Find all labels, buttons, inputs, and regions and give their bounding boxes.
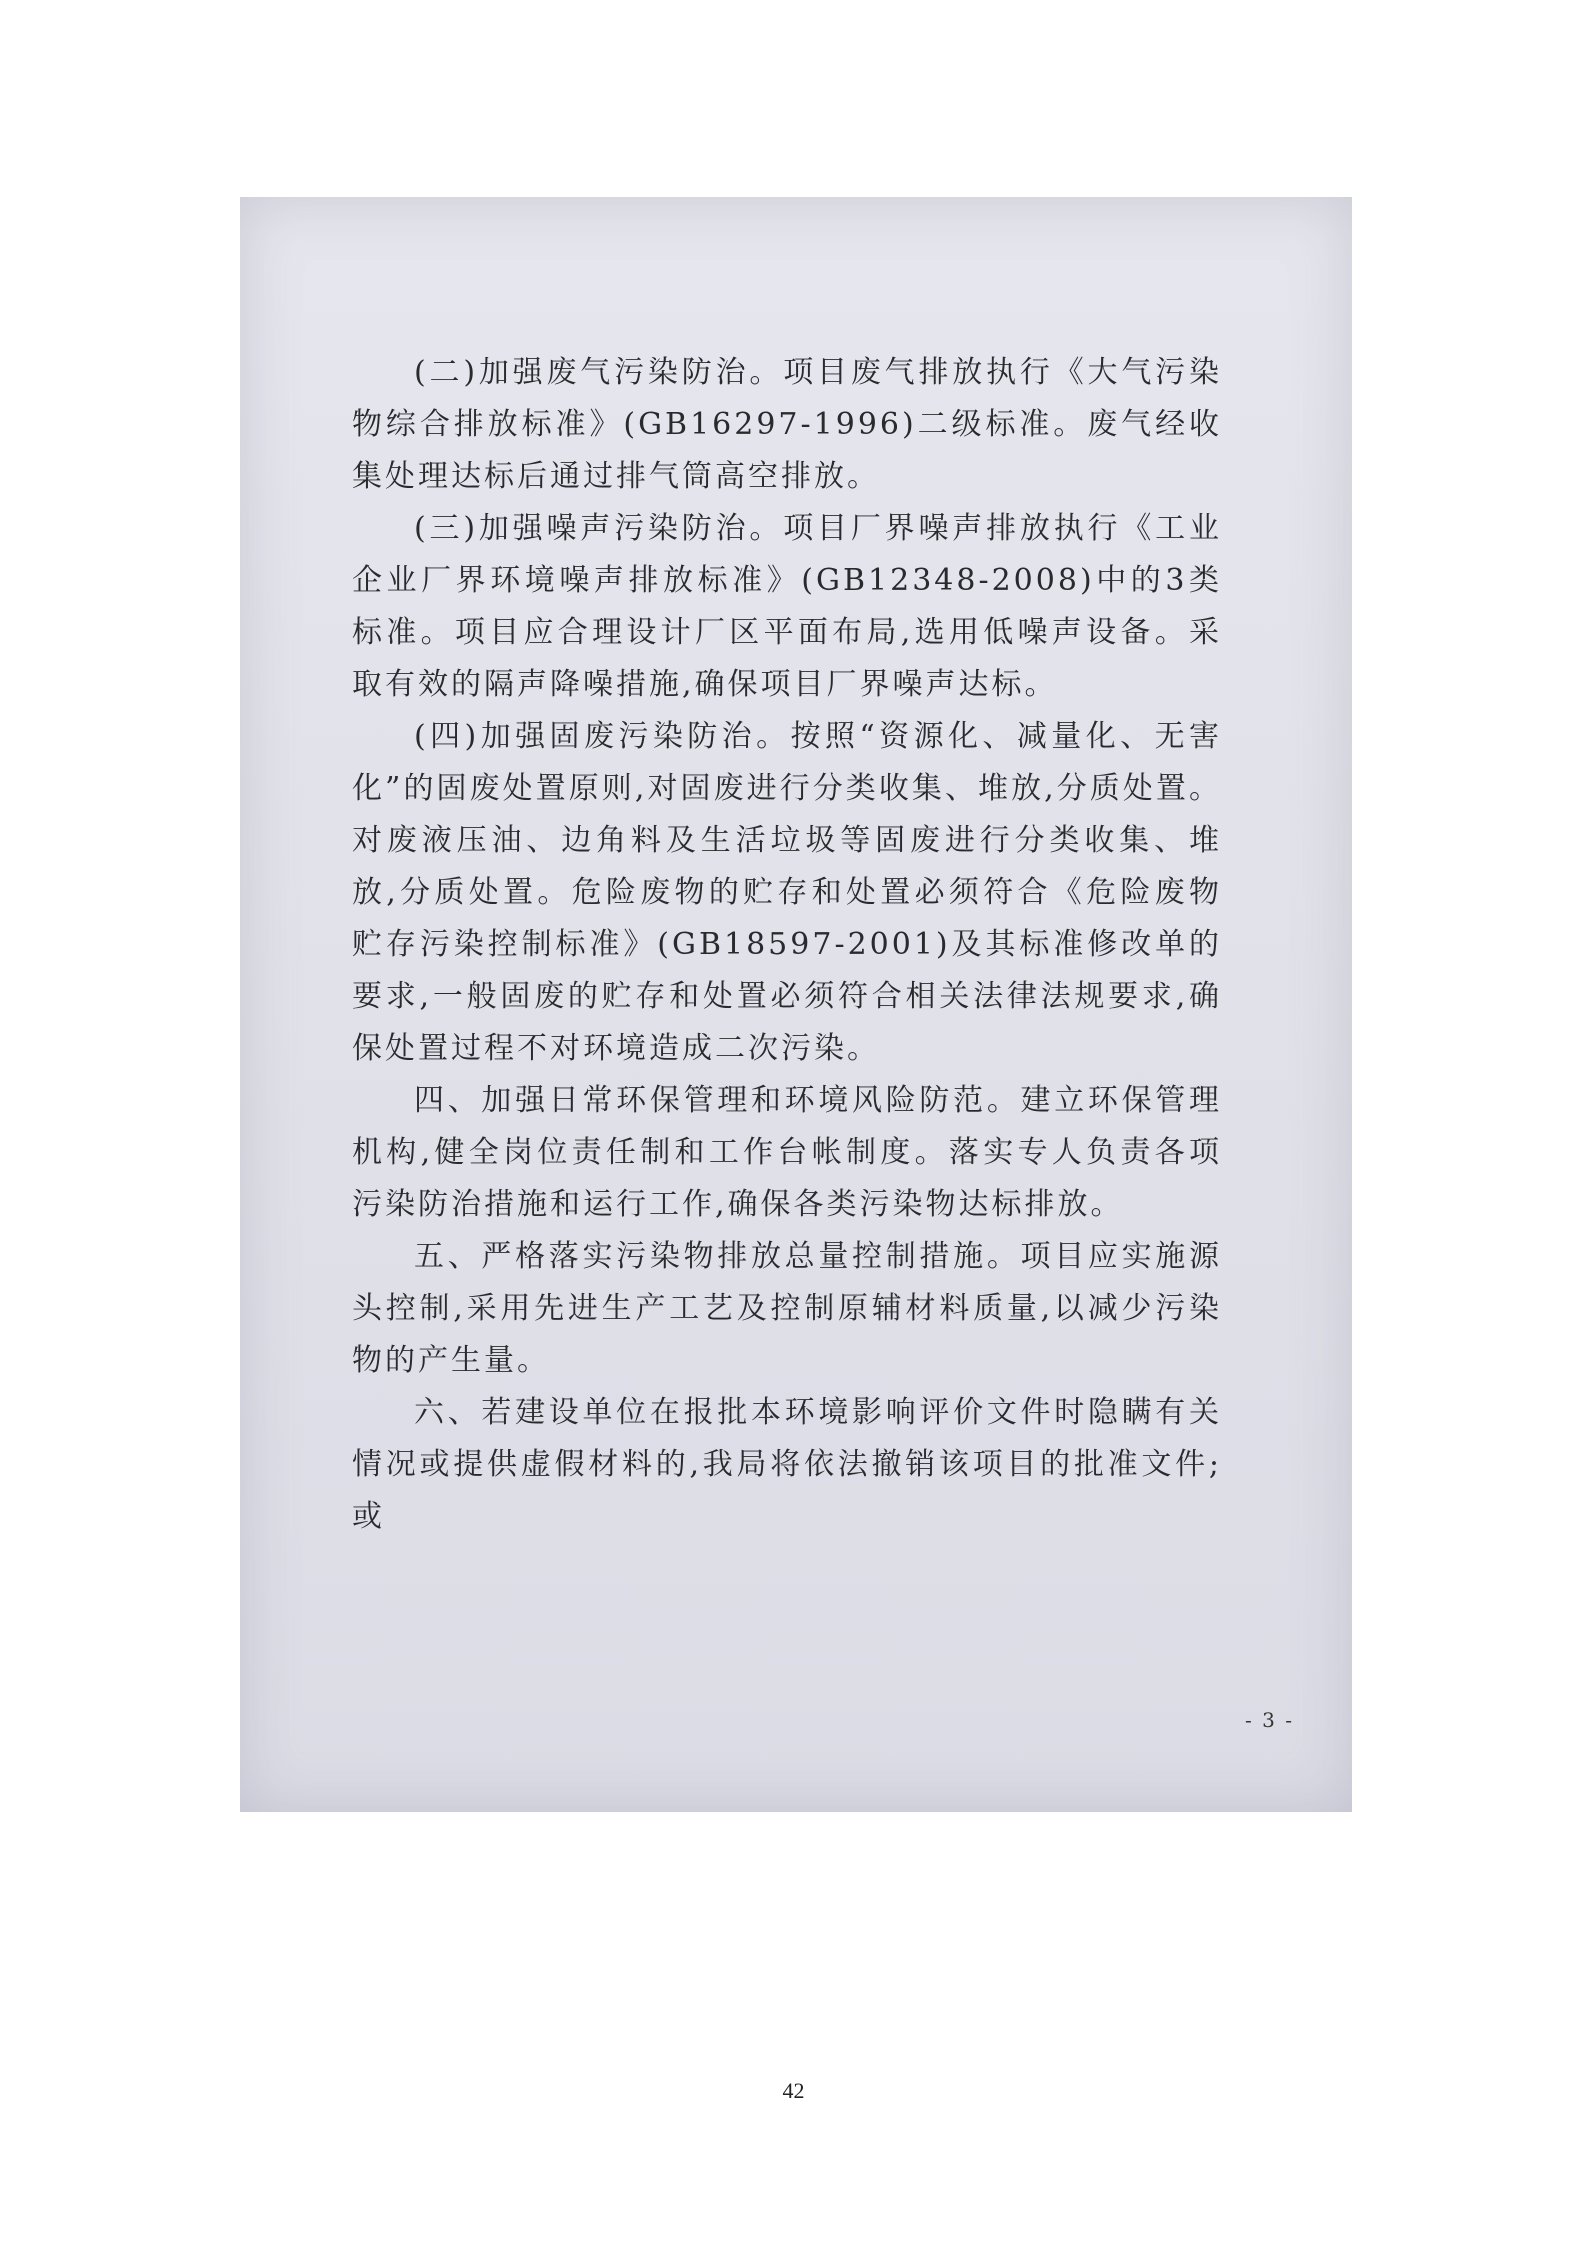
scan-page-number: - 3 -: [1245, 1708, 1294, 1732]
paragraph-noise: (三)加强噪声污染防治。项目厂界噪声排放执行《工业企业厂界环境噪声排放标准》(GB12348-2008)中的3类标准。项目应合理设计厂区平面布局,选用低噪声设备。采取有效的隔声降噪措施,确保项目厂界噪声达标。: [352, 511, 1222, 702]
paragraph-environmental-management: 四、加强日常环保管理和环境风险防范。建立环保管理机构,健全岗位责任制和工作台帐制度。落实专人负责各项污染防治措施和运行工作,确保各类污染物达标排放。: [352, 1083, 1222, 1222]
paragraph-emission-control: 五、严格落实污染物排放总量控制措施。项目应实施源头控制,采用先进生产工艺及控制原辅材料质量,以减少污染物的产生量。: [352, 1239, 1222, 1378]
paragraph-solid-waste: (四)加强固废污染防治。按照“资源化、减量化、无害化”的固废处置原则,对固废进行分类收集、堆放,分质处置。对废液压油、边角料及生活垃圾等固废进行分类收集、堆放,分质处置。危险废物的贮存和处置必须符合《危险废物贮存污染控制标准》(GB18597-2001)及其标准修改单的要求,一般固废的贮存和处置必须符合相关法律法规要求,确保处置过程不对环境造成二次污染。: [352, 719, 1222, 1066]
scanned-page: [240, 197, 1352, 1812]
body-text: [352, 347, 1222, 1543]
document-page-number: 42: [782, 2078, 805, 2103]
paragraph-false-materials: 六、若建设单位在报批本环境影响评价文件时隐瞒有关情况或提供虚假材料的,我局将依法撤销该项目的批准文件;或: [352, 1395, 1222, 1534]
paragraph-waste-gas: (二)加强废气污染防治。项目废气排放执行《大气污染物综合排放标准》(GB16297-1996)二级标准。废气经收集处理达标后通过排气筒高空排放。: [352, 355, 1222, 494]
